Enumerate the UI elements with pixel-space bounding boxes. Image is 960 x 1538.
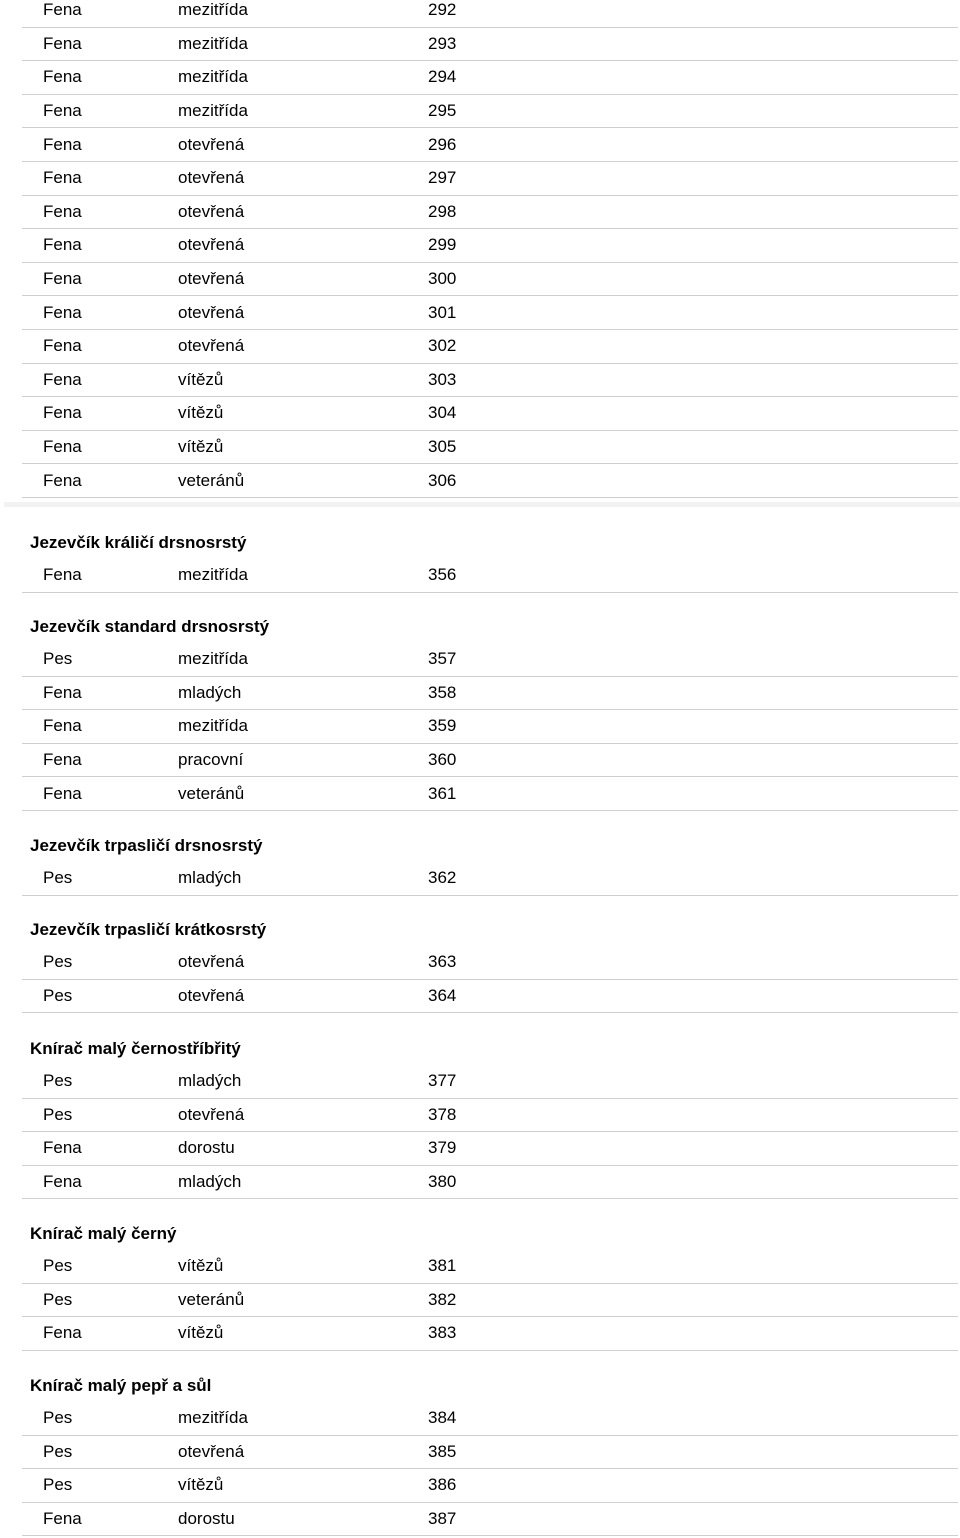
class-cell: pracovní [178, 750, 244, 770]
sex-cell: Pes [43, 985, 73, 1005]
class-cell: otevřená [178, 134, 245, 154]
sex-cell: Pes [43, 1441, 73, 1461]
sex-cell: Pes [43, 649, 73, 669]
catalog-number-cell: 380 [428, 1172, 457, 1192]
table-row [22, 263, 958, 297]
sex-cell: Fena [43, 565, 82, 585]
breed-heading [0, 894, 960, 946]
table-row [22, 559, 958, 593]
class-cell: dorostu [178, 1509, 235, 1529]
class-cell: otevřená [178, 952, 245, 972]
class-cell: vítězů [178, 1323, 224, 1343]
class-cell: mladých [178, 682, 242, 702]
class-cell: otevřená [178, 336, 245, 356]
table-row [22, 162, 958, 196]
catalog-number-cell: 297 [428, 168, 457, 188]
class-cell: otevřená [178, 302, 245, 322]
table-row [22, 946, 958, 980]
catalog-number-cell: 363 [428, 952, 457, 972]
class-cell: mladých [178, 1071, 242, 1091]
class-cell: veteránů [178, 783, 245, 803]
table-row [22, 95, 958, 129]
table-row [22, 330, 958, 364]
sex-cell: Fena [43, 750, 82, 770]
sex-cell: Fena [43, 437, 82, 457]
table-row [22, 431, 958, 465]
table-row [22, 980, 958, 1014]
table-row [22, 1250, 958, 1284]
sex-cell: Fena [43, 403, 82, 423]
table-row [22, 1469, 958, 1503]
class-cell: veteránů [178, 1289, 245, 1309]
breed-heading-text: Jezevčík standard drsnosrstý [30, 617, 270, 636]
class-cell: otevřená [178, 201, 245, 221]
table-row [22, 1503, 958, 1537]
table-row [22, 464, 958, 498]
table-row [22, 1402, 958, 1436]
table-row [22, 61, 958, 95]
class-cell: mezitřída [178, 1408, 248, 1428]
breed-group [0, 507, 960, 593]
catalog-number-cell: 356 [428, 565, 457, 585]
sex-cell: Fena [43, 0, 82, 20]
class-cell: mezitřída [178, 649, 248, 669]
catalog-number-cell: 379 [428, 1138, 457, 1158]
breed-heading-text: Jezevčík trpasličí drsnosrstý [30, 836, 263, 855]
class-cell: otevřená [178, 235, 245, 255]
breed-heading-text: Knírač malý pepř a sůl [30, 1376, 212, 1395]
sex-cell: Pes [43, 1289, 73, 1309]
table-row [22, 744, 958, 778]
table-row [22, 1065, 958, 1099]
breed-group [0, 1350, 960, 1536]
sex-cell: Fena [43, 201, 82, 221]
sex-cell: Pes [43, 952, 73, 972]
breed-heading [0, 1198, 960, 1250]
table-row [22, 128, 958, 162]
breed-group [0, 0, 960, 498]
sex-cell: Pes [43, 1104, 73, 1124]
table-row [22, 710, 958, 744]
table-row [22, 397, 958, 431]
catalog-number-cell: 383 [428, 1323, 457, 1343]
sex-cell: Fena [43, 1509, 82, 1529]
catalog-number-cell: 384 [428, 1408, 457, 1428]
breed-heading-text: Knírač malý černý [30, 1224, 177, 1243]
table-row [22, 1436, 958, 1470]
table-row [22, 28, 958, 62]
catalog-number-cell: 306 [428, 470, 457, 490]
class-cell: mladých [178, 868, 242, 888]
breed-group [0, 810, 960, 896]
catalog-number-cell: 381 [428, 1256, 457, 1276]
catalog-number-cell: 295 [428, 101, 457, 121]
class-cell: mezitřída [178, 101, 248, 121]
class-cell: vítězů [178, 403, 224, 423]
class-cell: mezitřída [178, 67, 248, 87]
class-cell: mezitřída [178, 565, 248, 585]
sex-cell: Fena [43, 682, 82, 702]
table-row [22, 0, 958, 28]
catalog-number-cell: 387 [428, 1509, 457, 1529]
class-cell: mezitřída [178, 0, 248, 20]
sex-cell: Fena [43, 336, 82, 356]
sex-cell: Fena [43, 33, 82, 53]
table-row [22, 364, 958, 398]
sex-cell: Pes [43, 1071, 73, 1091]
class-cell: mladých [178, 1172, 242, 1192]
catalog-number-cell: 364 [428, 985, 457, 1005]
sex-cell: Fena [43, 1138, 82, 1158]
catalog-number-cell: 385 [428, 1441, 457, 1461]
catalog-number-cell: 378 [428, 1104, 457, 1124]
catalog-number-cell: 362 [428, 868, 457, 888]
table-row [22, 1284, 958, 1318]
table-row [22, 196, 958, 230]
sex-cell: Fena [43, 369, 82, 389]
catalog-number-cell: 293 [428, 33, 457, 53]
sex-cell: Fena [43, 101, 82, 121]
sex-cell: Fena [43, 168, 82, 188]
catalog-number-cell: 292 [428, 0, 457, 20]
breed-group [0, 1013, 960, 1199]
sex-cell: Pes [43, 1256, 73, 1276]
catalog-number-cell: 305 [428, 437, 457, 457]
catalog-number-cell: 377 [428, 1071, 457, 1091]
breed-heading-text: Jezevčík trpasličí krátkosrstý [30, 920, 267, 939]
catalog-number-cell: 304 [428, 403, 457, 423]
catalog-number-cell: 360 [428, 750, 457, 770]
catalog-number-cell: 298 [428, 201, 457, 221]
breed-heading [0, 810, 960, 862]
sex-cell: Fena [43, 783, 82, 803]
table-row [22, 862, 958, 896]
sex-cell: Fena [43, 269, 82, 289]
breed-heading [0, 1013, 960, 1065]
sex-cell: Fena [43, 235, 82, 255]
sex-cell: Fena [43, 716, 82, 736]
catalog-number-cell: 361 [428, 783, 457, 803]
section-divider [4, 502, 960, 507]
class-cell: otevřená [178, 985, 245, 1005]
breed-group [0, 894, 960, 1013]
catalog-number-cell: 302 [428, 336, 457, 356]
breed-heading [0, 1350, 960, 1402]
class-cell: otevřená [178, 168, 245, 188]
class-cell: veteránů [178, 470, 245, 490]
catalog-number-cell: 294 [428, 67, 457, 87]
class-cell: mezitřída [178, 716, 248, 736]
catalog-number-cell: 300 [428, 269, 457, 289]
sex-cell: Pes [43, 1475, 73, 1495]
table-row [22, 777, 958, 811]
sex-cell: Pes [43, 1408, 73, 1428]
class-cell: dorostu [178, 1138, 235, 1158]
catalog-number-cell: 357 [428, 649, 457, 669]
breed-group [0, 591, 960, 811]
breed-heading [0, 591, 960, 643]
catalog-number-cell: 301 [428, 302, 457, 322]
breed-heading-text: Knírač malý černostříbřitý [30, 1039, 241, 1058]
table-row [22, 677, 958, 711]
table-row [22, 1132, 958, 1166]
class-cell: otevřená [178, 1104, 245, 1124]
sex-cell: Pes [43, 868, 73, 888]
class-cell: mezitřída [178, 33, 248, 53]
class-cell: otevřená [178, 269, 245, 289]
catalog-number-cell: 296 [428, 134, 457, 154]
class-cell: vítězů [178, 1475, 224, 1495]
catalog-number-cell: 386 [428, 1475, 457, 1495]
catalog-number-cell: 299 [428, 235, 457, 255]
table-row [22, 1166, 958, 1200]
sex-cell: Fena [43, 1172, 82, 1192]
catalog-number-cell: 359 [428, 716, 457, 736]
sex-cell: Fena [43, 1323, 82, 1343]
sex-cell: Fena [43, 470, 82, 490]
table-row [22, 229, 958, 263]
sex-cell: Fena [43, 67, 82, 87]
class-cell: vítězů [178, 1256, 224, 1276]
class-cell: vítězů [178, 369, 224, 389]
sex-cell: Fena [43, 302, 82, 322]
catalog-number-cell: 358 [428, 682, 457, 702]
table-row [22, 1099, 958, 1133]
table-row [22, 296, 958, 330]
class-cell: otevřená [178, 1441, 245, 1461]
catalog-number-cell: 382 [428, 1289, 457, 1309]
table-row [22, 1317, 958, 1351]
class-cell: vítězů [178, 437, 224, 457]
sex-cell: Fena [43, 134, 82, 154]
table-row [22, 643, 958, 677]
breed-heading-text: Jezevčík králičí drsnosrstý [30, 533, 247, 552]
breed-group [0, 1198, 960, 1351]
breed-heading [0, 507, 960, 559]
catalog-number-cell: 303 [428, 369, 457, 389]
